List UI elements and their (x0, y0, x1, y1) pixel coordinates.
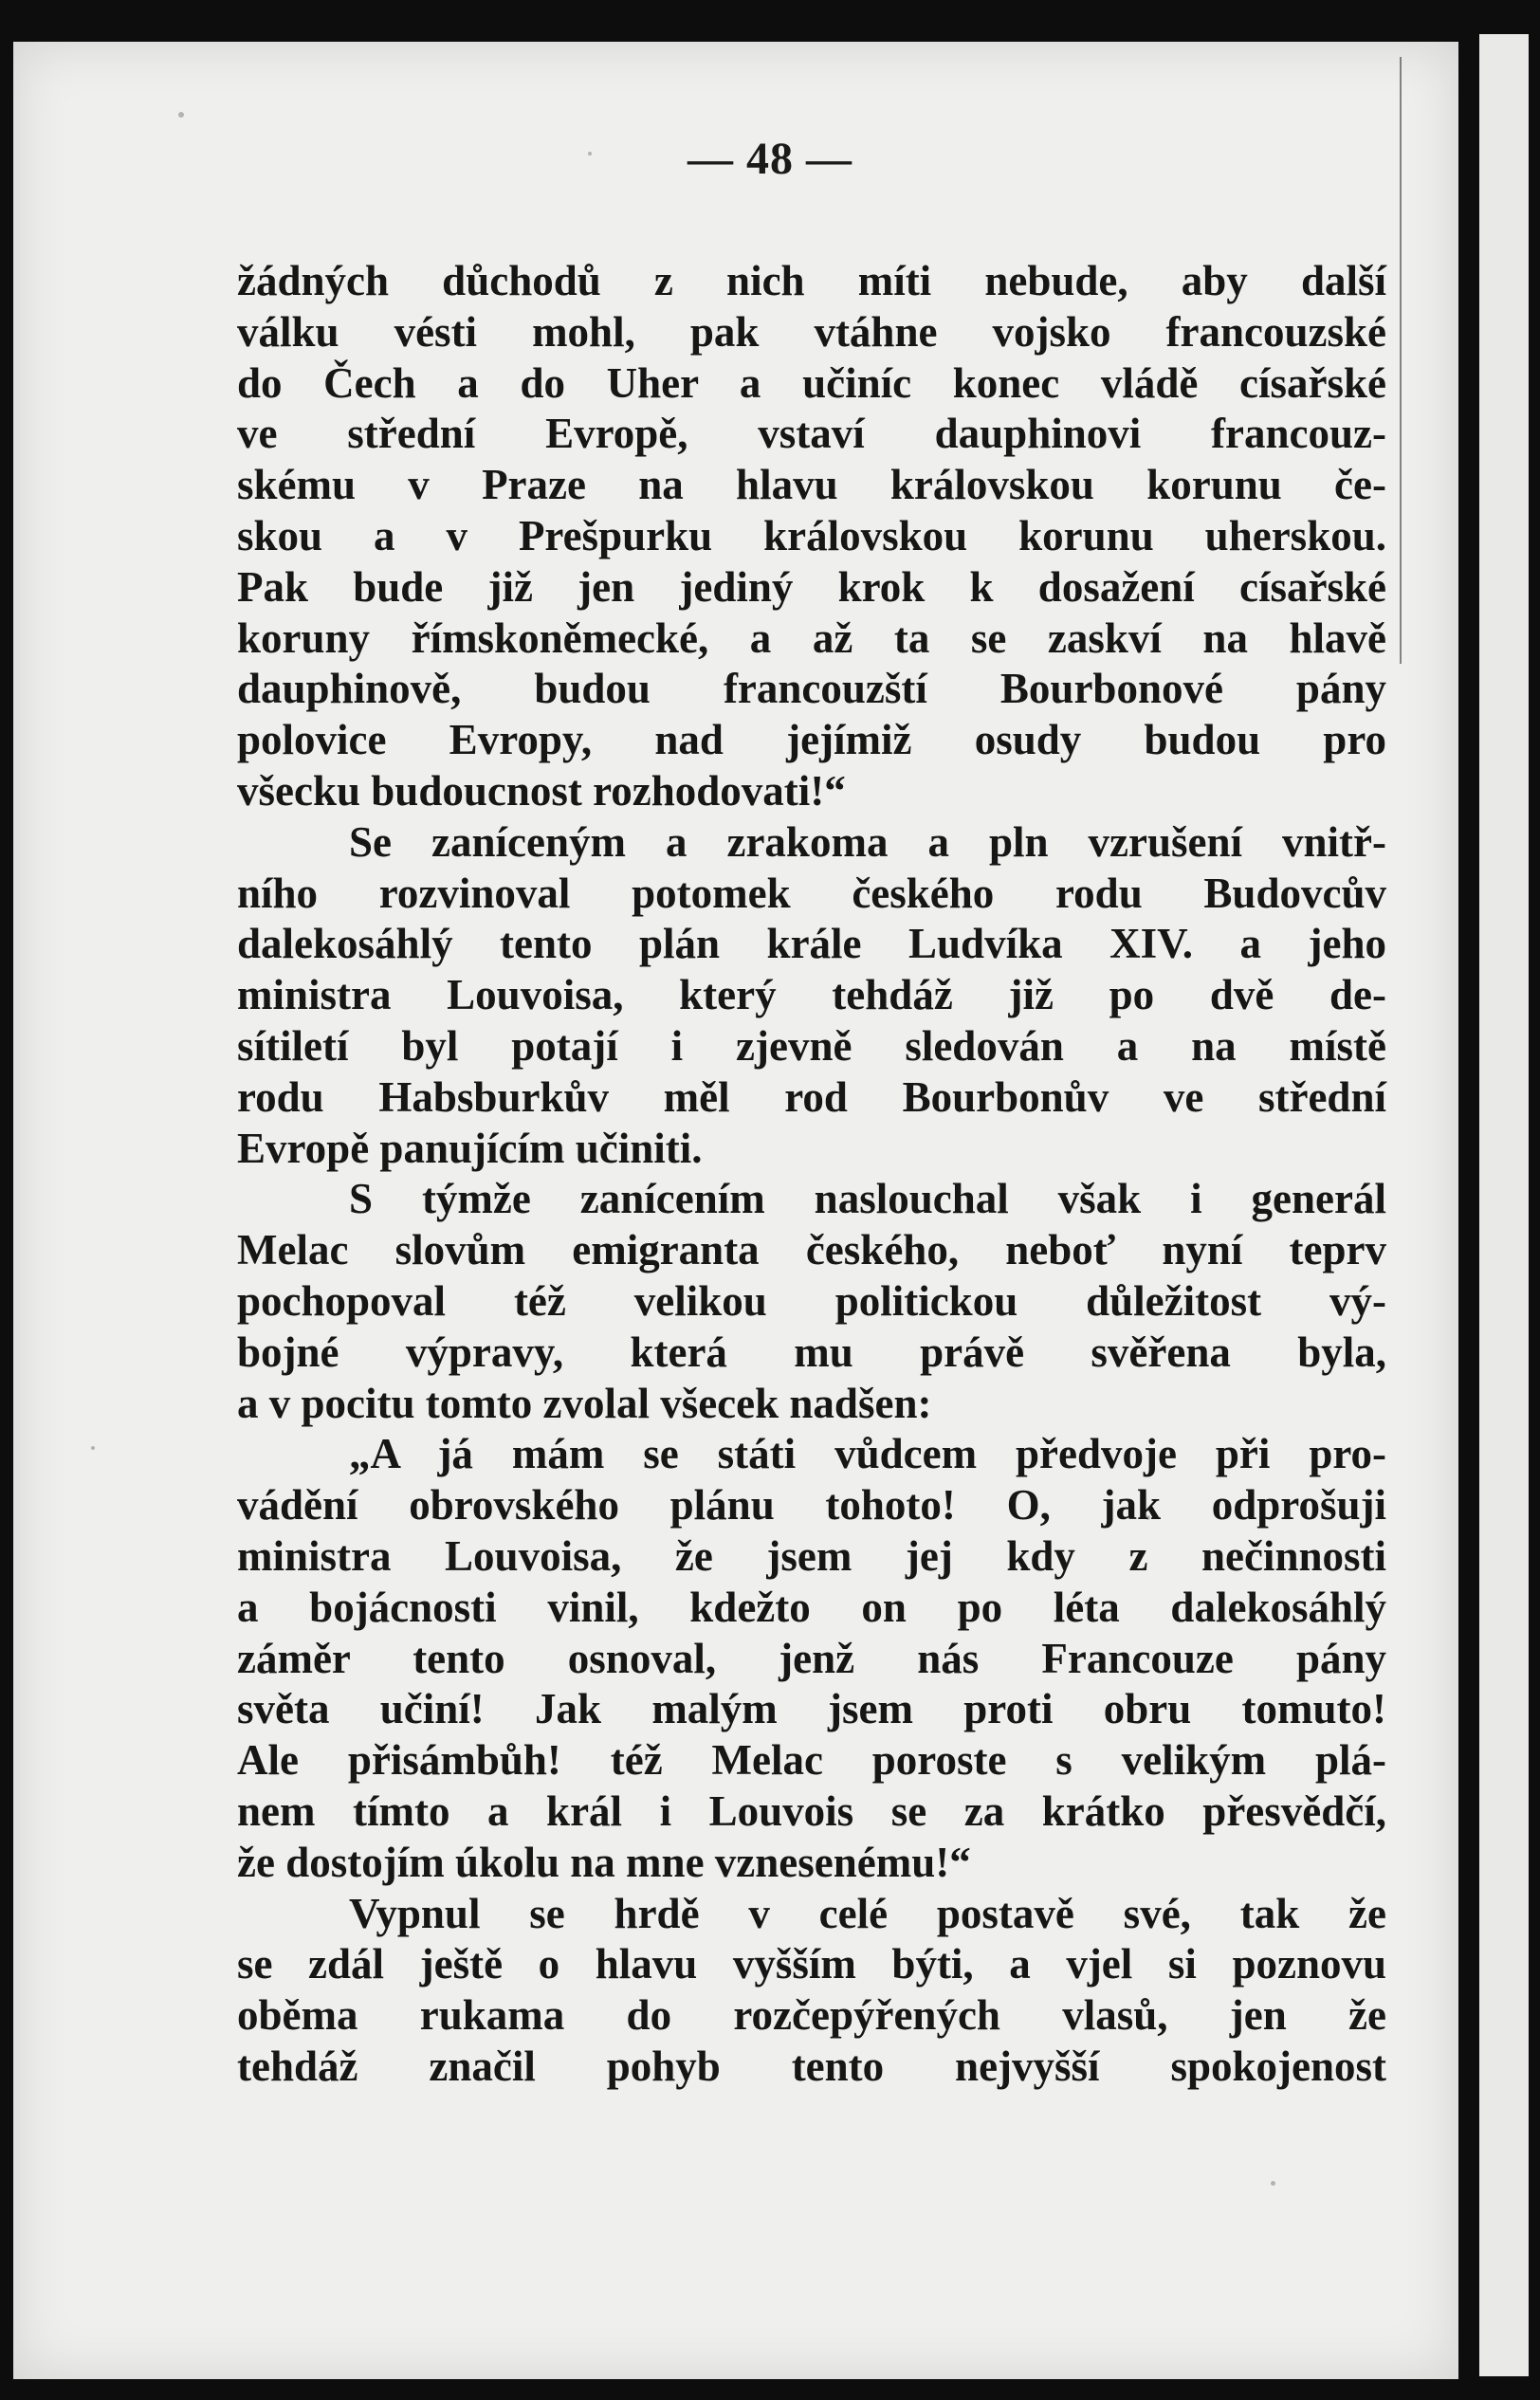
text-line: do Čech a do Uher a učiníc konec vládě císařské (237, 358, 1386, 407)
text-line: tehdáž značil pohyb tento nejvyšší spokojenost (237, 2042, 1386, 2090)
text-line: koruny římskoněmecké, a až ta se zaskví na hlavě (237, 614, 1386, 662)
text-line: bojné výpravy, která mu právě svěřena byla, (237, 1328, 1386, 1376)
text-line: Ale přisámbůh! též Melac poroste s velikým plá- (237, 1736, 1386, 1785)
text-line: sítiletí byl potají i zjevně sledován a na místě (237, 1021, 1386, 1070)
text-line: polovice Evropy, nad jejímiž osudy budou pro (237, 716, 1386, 764)
text-line: ministra Louvoisa, který tehdáž již po dvě de- (237, 971, 1386, 1019)
body-text (237, 256, 1386, 2093)
text-line: Se zaníceným a zrakoma a pln vzrušení vnitř- (349, 817, 1386, 866)
text-line: světa učiní! Jak malým jsem proti obru tomuto! (237, 1685, 1386, 1733)
text-line: Evropě panujícím učiniti. (237, 1124, 703, 1172)
text-line: skému v Praze na hlavu královskou korunu če- (237, 461, 1386, 509)
text-line: se zdál ještě o hlavu vyšším býti, a vjel si poznovu (237, 1940, 1386, 1988)
text-line: Pak bude již jen jediný krok k dosažení císařské (237, 562, 1386, 611)
text-line: ve střední Evropě, vstaví dauphinovi francouz- (237, 410, 1386, 458)
text-line: oběma rukama do rozčepýřených vlasů, jen že (237, 1991, 1386, 2040)
text-line: a v pocitu tomto zvolal všecek nadšen: (237, 1379, 932, 1427)
text-line: dauphinově, budou francouzští Bourbonové pány (237, 665, 1386, 713)
text-line: všecku budoucnost rozhodovati!“ (237, 766, 846, 815)
text-line: ního rozvinoval potomek českého rodu Budovcův (237, 869, 1386, 917)
next-page-edge (1479, 34, 1529, 2376)
text-line: nem tímto a král i Louvois se za krátko přesvědčí, (237, 1786, 1386, 1835)
paper-speck (178, 112, 184, 118)
text-line: S týmže zanícením naslouchal však i generál (349, 1175, 1386, 1223)
text-line: Vypnul se hrdě v celé postavě své, tak že (349, 1889, 1386, 1937)
text-line: ministra Louvoisa, že jsem jej kdy z nečinnosti (237, 1531, 1386, 1580)
text-line: válku vésti mohl, pak vtáhne vojsko francouzské (237, 307, 1386, 356)
text-line: že dostojím úkolu na mne vznesenému!“ (237, 1838, 971, 1886)
text-line: rodu Habsburkův měl rod Bourbonův ve střední (237, 1072, 1386, 1121)
page-number: — 48 — (688, 134, 852, 184)
text-line: Melac slovům emigranta českého, neboť nyní teprv (237, 1226, 1386, 1274)
text-line: a bojácnosti vinil, kdežto on po léta dalekosáhlý (237, 1583, 1386, 1631)
text-line: dalekosáhlý tento plán krále Ludvíka XIV. a jeho (237, 920, 1386, 968)
text-line: záměr tento osnoval, jenž nás Francouze pány (237, 1634, 1386, 1682)
text-line: pochopoval též velikou politickou důležitost vý- (237, 1276, 1386, 1325)
text-line: vádění obrovského plánu tohoto! O, jak odprošuji (237, 1481, 1386, 1530)
text-line: skou a v Prešpurku královskou korunu uherskou. (237, 511, 1386, 559)
text-line: „A já mám se státi vůdcem předvoje při pro- (349, 1430, 1386, 1478)
text-line: žádných důchodů z nich míti nebude, aby další (237, 257, 1386, 304)
paper-speck (1271, 2181, 1275, 2186)
paper-speck (91, 1446, 95, 1450)
